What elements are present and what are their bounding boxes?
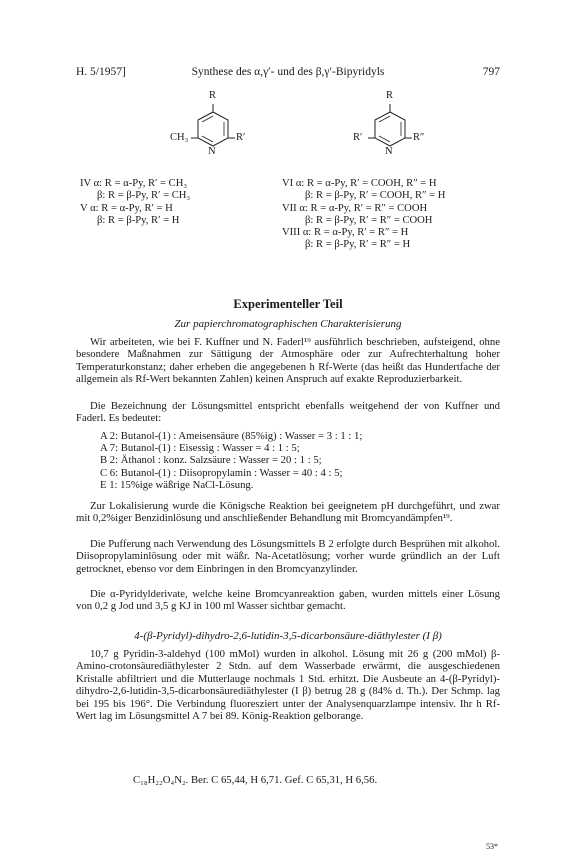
paragraph-buffering <box>76 538 500 575</box>
paragraph-localization <box>76 500 500 525</box>
structure-left <box>150 92 280 172</box>
running-title: Synthese des α,γ′- und des β,γ′-Bipyridyls <box>191 66 385 78</box>
paragraph-method <box>76 336 500 386</box>
signature-mark: 53* <box>486 842 498 851</box>
substituent-methyl: CH₃ <box>170 132 189 143</box>
paragraph-text: 10,7 g Pyridin-3-aldehyd (100 mMol) wurden in alkohol. Lösung mit 26 g (200 mMol) β-Amino-crotonsäurediäthylester 2 Stdn. auf dem Wasserbade erwärmt, die ausgeschiedenen Kristalle abfiltriert und die Mutterlauge nochmals 1 Std. erhitzt. Die Ausbeute an 4-(β-Pyridyl)-dihydro-2,6-lutidin-3,5-dicarbonsäurediäthylester (I β) betrug 28 g (84% d. Th.). Der Schmp. lag bei 195 bis 196°. Die Verbindung fluoresziert unter der Analysenquarzlampe intensiv. Ihr h Rf-Wert lag im Lösungsmittel A 7 bei 89. König-Reaktion gelborange. <box>76 648 500 723</box>
paragraph-solvents-intro <box>76 400 500 425</box>
definition-line: β: R = β-Py, R′ = CH₃ <box>97 190 191 202</box>
journal-reference: H. 5/1957] <box>76 66 126 78</box>
substituent-r: R <box>209 90 217 101</box>
substituent-r-prime: R′ <box>236 132 246 143</box>
solvent-item: A 7: Butanol-(1) : Eisessig : Wasser = 4 : 1 : 5; <box>100 442 300 455</box>
solvent-list <box>100 430 362 491</box>
page-number: 797 <box>482 66 500 78</box>
paragraph-text: Die Pufferung nach Verwendung des Lösungsmittels B 2 erfolgte durch Besprühen mit alkohol. Diisopropylaminlösung oder mit wäßr. Na-Acetatlösung; vorher wurde gründlich an der Luft getrocknet, ebenso vor dem Einbringen in den Bromcyanzylinder. <box>76 538 500 575</box>
pyridine-ring-right <box>327 92 457 172</box>
paragraph-text: Die Bezeichnung der Lösungsmittel entspricht ebenfalls weitgehend der von Kuffner und Faderl. Es bedeutet: <box>76 400 500 425</box>
substituent-r: R <box>386 90 394 101</box>
paragraph-text: Die α-Pyridylderivate, welche keine Bromcyanreaktion gaben, wurden mittels einer Lösung von 0,2 g Jod und 3,5 g KJ in 100 ml Wasser sichtbar gemacht. <box>76 588 500 613</box>
definition-line: β: R = β-Py, R′ = R″ = H <box>305 239 411 251</box>
paragraph-synthesis <box>76 648 500 722</box>
structure-right <box>327 92 457 172</box>
ring-nitrogen: N <box>385 146 393 157</box>
definition-line: V α: R = α-Py, R′ = H <box>80 202 173 214</box>
solvent-item: B 2: Äthanol : konz. Salzsäure : Wasser = 20 : 1 : 5; <box>100 454 322 467</box>
solvent-item: A 2: Butanol-(1) : Ameisensäure (85%ig) : Wasser = 3 : 1 : 1; <box>100 430 363 442</box>
compound-title: 4-(β-Pyridyl)-dihydro-2,6-lutidin-3,5-dicarbonsäure-diäthylester (I β) <box>134 630 442 642</box>
substituent-r-prime: R′ <box>353 132 363 143</box>
definition-line: VII α: R = α-Py, R′ = R″ = COOH <box>282 202 428 214</box>
paragraph-text: Zur Lokalisierung wurde die Königsche Reaktion bei geeignetem pH durchgeführt, und zwar mit 0,2%iger Benzidinlösung und anschließender Behandlung mit Bromcyandämpfen¹⁹. <box>76 500 500 525</box>
elemental-analysis: C₁₈H₂₂O₄N₂. Ber. C 65,44, H 6,71. Gef. C 65,31, H 6,56. <box>133 774 378 786</box>
ring-nitrogen: N <box>208 146 216 157</box>
paragraph-iodine <box>76 588 500 613</box>
paragraph-text: Wir arbeiteten, wie bei F. Kuffner und N. Faderl¹⁹ ausführlich beschrieben, aufsteigend, ohne besondere Maßnahmen zur Sättigung der Atmosphäre oder zur Aufrechterhaltung hoher Temperaturkonstanz; daher erheben die angegebenen h Rf-Werte (das heißt das Hundertfache der allgemein als Rf-Wert bekannten Zahlen) keinen Anspruch auf exakte Reproduzierbarkeit. <box>76 336 500 386</box>
substituent-r-double-prime: R″ <box>413 132 425 143</box>
definition-line: β: R = β-Py, R′ = H <box>97 214 180 226</box>
definition-line: β: R = β-Py, R′ = R″ = COOH <box>305 214 433 226</box>
section-title: Experimenteller Teil <box>233 297 343 311</box>
definition-line: β: R = β-Py, R′ = COOH, R″ = H <box>305 190 446 202</box>
definition-line: VI α: R = α-Py, R′ = COOH, R″ = H <box>282 178 437 189</box>
definitions-left <box>80 178 190 227</box>
solvent-item: C 6: Butanol-(1) : Diisopropylamin : Wasser = 40 : 4 : 5; <box>100 466 343 479</box>
solvent-item: E 1: 15%ige wäßrige NaCl-Lösung. <box>100 478 254 491</box>
definitions-right <box>282 178 445 252</box>
definition-line: IV α: R = α-Py, R′ = CH₃ <box>80 178 188 189</box>
definition-line: VIII α: R = α-Py, R′ = R″ = H <box>282 227 409 239</box>
subsection-title: Zur papierchromatographischen Charakterisierung <box>174 318 402 330</box>
